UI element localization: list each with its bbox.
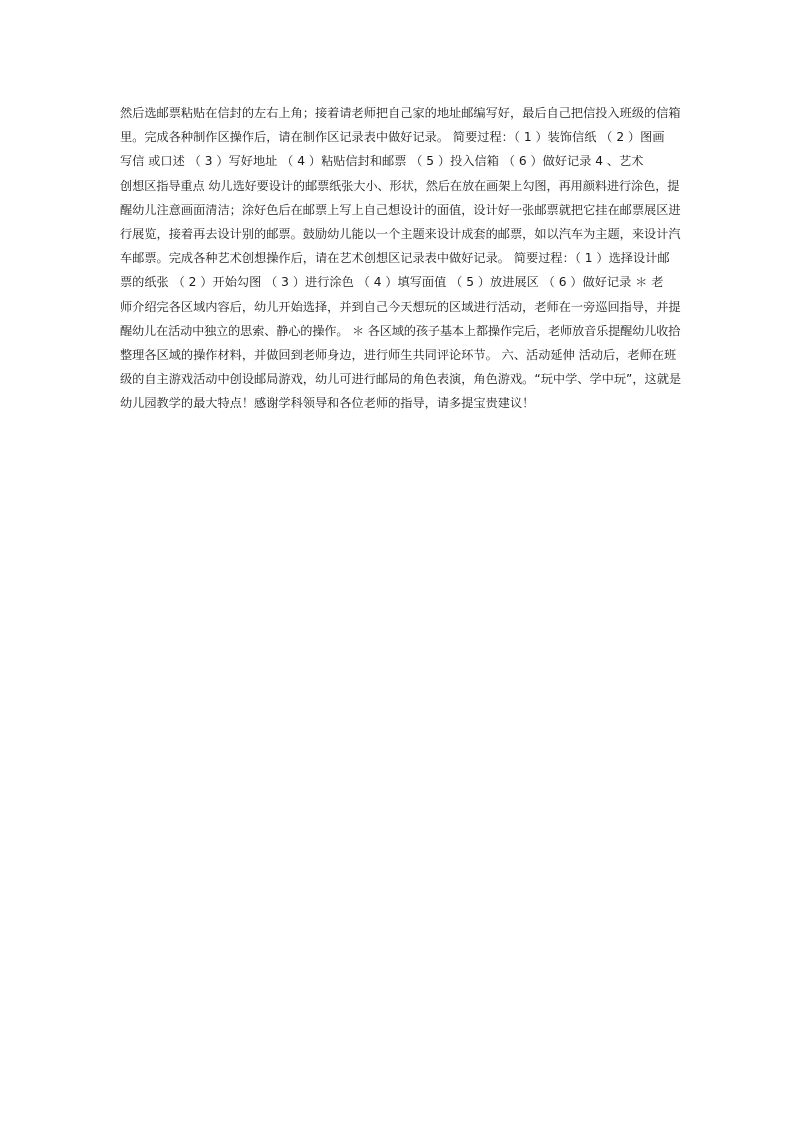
text-line: 醒幼儿在活动中独立的思索、静心的操作。 ＊ 各区域的孩子基本上都操作完后，老师放音乐提醒幼儿收拾 xyxy=(120,323,681,338)
text-line: 票的纸张 （ 2 ）开始勾图 （ 3 ）进行涂色 （ 4 ）填写面值 （ 5 ）放进展区 （ 6 ）做好记录 ＊ 老 xyxy=(120,275,664,290)
body-text xyxy=(120,101,680,415)
text-line: 创想区指导重点 幼儿选好要设计的邮票纸张大小、形状，然后在放在画架上勾图，再用颜料进行涂色，提 xyxy=(120,178,680,193)
text-line: 车邮票。完成各种艺术创想操作后，请在艺术创想区记录表中做好记录。 简要过程：（ 1 ）选择设计邮 xyxy=(120,251,670,266)
text-line: 醒幼儿注意画面清洁；涂好色后在邮票上写上自己想设计的面值，设计好一张邮票就把它挂在邮票展区进 xyxy=(120,202,681,217)
text-line: 级的自主游戏活动中创设邮局游戏，幼儿可进行邮局的角色表演，角色游戏。“玩中学、学中玩”，这就是 xyxy=(120,372,682,387)
text-line: 里。完成各种制作区操作后，请在制作区记录表中做好记录。 简要过程：（ 1 ）装饰信纸 （ 2 ）图画 xyxy=(120,130,665,145)
text-line: 然后选邮票粘贴在信封的左右上角；接着请老师把自己家的地址邮编写好，最后自己把信投入班级的信箱 xyxy=(120,106,681,120)
text-line: 师介绍完各区域内容后，幼儿开始选择，并到自己今天想玩的区域进行活动，老师在一旁巡回指导，并提 xyxy=(120,299,681,314)
text-line: 写信 或口述 （ 3 ）写好地址 （ 4 ）粘贴信封和邮票 （ 5 ）投入信箱 （ 6 ）做好记录 4 、艺术 xyxy=(120,154,644,169)
text-line: 整理各区域的操作材料，并做回到老师身边，进行师生共同评论环节。 六、活动延伸 活动后，老师在班 xyxy=(120,347,677,362)
text-line: 行展览，接着再去设计别的邮票。鼓励幼儿能以一个主题来设计成套的邮票，如以汽车为主题，来设计汽 xyxy=(120,226,681,241)
text-line: 幼儿园教学的最大特点！感谢学科领导和各位老师的指导，请多提宝贵建议！ xyxy=(120,396,535,411)
